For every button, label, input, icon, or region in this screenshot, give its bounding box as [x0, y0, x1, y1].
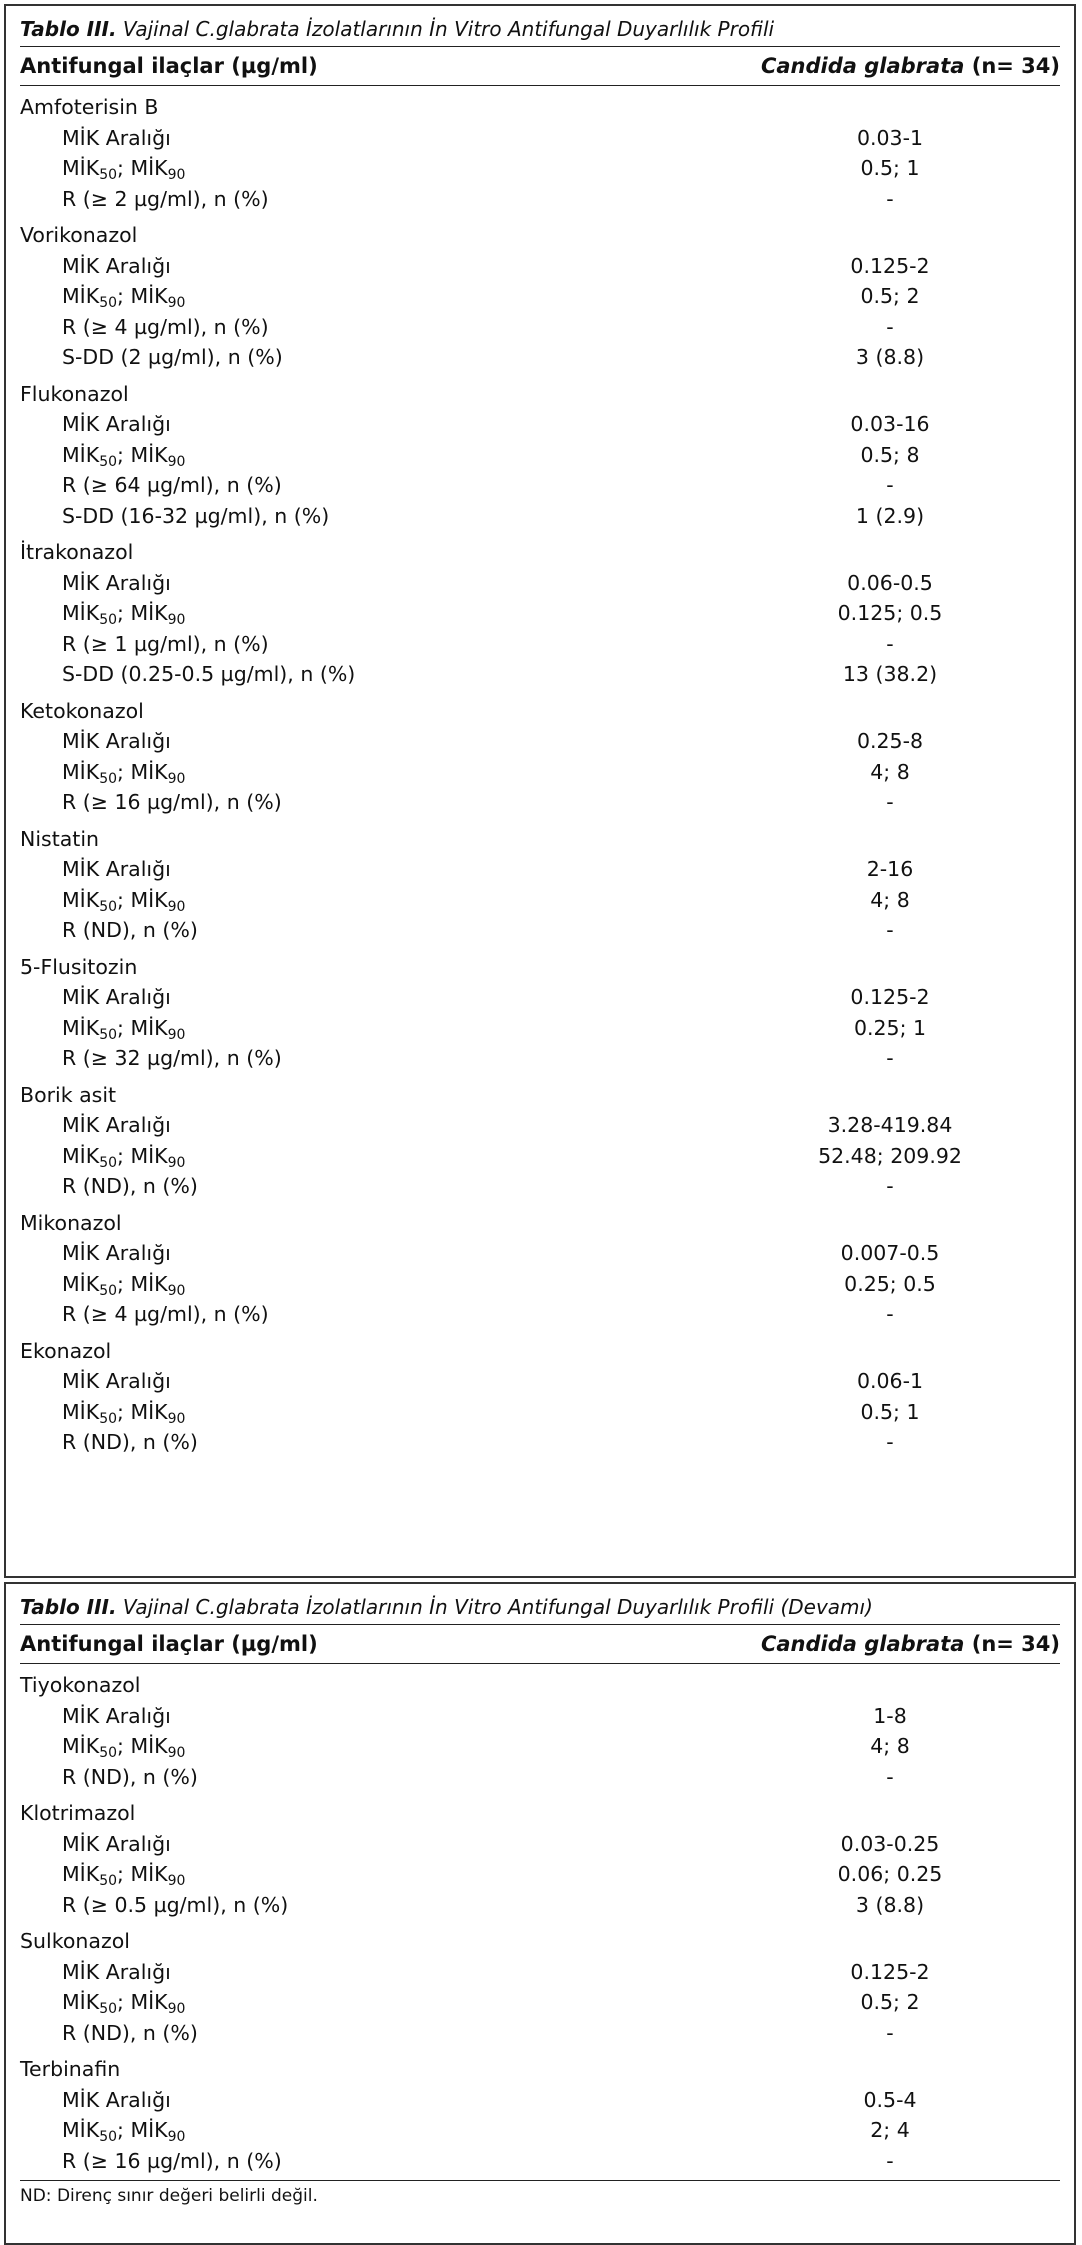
- table-row: [20, 854, 1060, 885]
- caption-text: Vajinal C.glabrata İzolatlarının İn Vitro Antifungal Duyarlılık Profili: [122, 17, 775, 41]
- drug-group: [20, 1208, 1060, 1330]
- drug-name-row: [20, 1798, 1060, 1829]
- row-label: S-DD (2 µg/ml), n (%): [62, 345, 283, 369]
- row-label: $MİK_{50}$; $MİK_{90}$: [62, 1143, 186, 1171]
- drug-name: Ekonazol: [20, 1338, 112, 1363]
- row-value: 4; 8: [870, 759, 910, 784]
- row-value: -: [886, 1174, 894, 1198]
- row-value: 2-16: [866, 857, 914, 881]
- row-value: 3.28-419.84: [827, 1113, 953, 1137]
- row-label: $MİK_{50}$; $MİK_{90}$: [62, 284, 186, 311]
- drug-name: Ketokonazol: [20, 698, 144, 723]
- row-label: $MİK_{50}$; $MİK_{90}$: [62, 1734, 186, 1761]
- table-row: [20, 1859, 1060, 1890]
- row-label: $MİK_{50}$; $MİK_{90}$: [62, 601, 186, 628]
- row-value: -: [886, 314, 894, 339]
- table-row: [20, 629, 1060, 660]
- row-value: 3 (8.8): [855, 1892, 925, 1917]
- row-label: R (ND), n (%): [62, 2020, 198, 2045]
- drug-group: [20, 1798, 1060, 1920]
- table-row: [20, 568, 1060, 599]
- row-label: R (≥ 32 µg/ml), n (%): [62, 1046, 282, 1070]
- table-row: [20, 757, 1060, 788]
- row-value: -: [886, 1430, 894, 1454]
- table-row: [20, 470, 1060, 501]
- row-label: $MİK_{50}$; $MİK_{90}$: [62, 887, 186, 915]
- drug-name-row: [20, 696, 1060, 727]
- row-value: 1 (2.9): [855, 503, 925, 528]
- table-row: [20, 982, 1060, 1013]
- table-caption: [20, 1590, 1060, 1624]
- header-drug-column: Antifungal ilaçlar (µg/ml): [20, 1632, 318, 1656]
- table-body: [20, 92, 1060, 1458]
- row-label: $MİK_{50}$; $MİK_{90}$: [62, 2118, 186, 2145]
- row-label: R (ND), n (%): [62, 1430, 198, 1454]
- row-label: R (ND), n (%): [62, 918, 198, 942]
- table-row: [20, 1762, 1060, 1793]
- row-label: MİK Aralığı: [62, 253, 171, 278]
- row-value: 13 (38.2): [842, 662, 938, 686]
- table-row: [20, 2115, 1060, 2146]
- drug-name: Borik asit: [20, 1082, 117, 1107]
- drug-group: [20, 2054, 1060, 2176]
- table-row: [20, 1269, 1060, 1300]
- table-row: [20, 1366, 1060, 1397]
- row-value: 0.5; 2: [860, 284, 920, 308]
- table-panel-1: [4, 4, 1076, 1578]
- row-label: $MİK_{50}$; $MİK_{90}$: [62, 1399, 186, 1427]
- drug-name: Nistatin: [20, 826, 100, 851]
- table-row: [20, 915, 1060, 946]
- row-label: R (ND), n (%): [62, 1174, 198, 1198]
- table-row: [20, 726, 1060, 757]
- row-label: MİK Aralığı: [62, 1113, 171, 1137]
- drug-name: Mikonazol: [20, 1210, 122, 1235]
- table-header: [20, 47, 1060, 85]
- table-row: [20, 440, 1060, 471]
- row-label: MİK Aralığı: [62, 1959, 171, 1984]
- table-panel-2: [4, 1582, 1076, 2245]
- table-header: [20, 1625, 1060, 1663]
- row-value: -: [886, 2020, 894, 2045]
- row-label: $MİK_{50}$; $MİK_{90}$: [62, 1015, 186, 1043]
- drug-group: [20, 220, 1060, 373]
- drug-name-row: [20, 379, 1060, 410]
- header-n: (n= 34): [971, 1632, 1060, 1656]
- drug-name: Flukonazol: [20, 381, 129, 406]
- rule-header: [20, 1663, 1060, 1664]
- row-label: S-DD (0.25-0.5 µg/ml), n (%): [62, 662, 356, 686]
- drug-group: [20, 92, 1060, 214]
- header-drug-column: Antifungal ilaçlar (µg/ml): [20, 54, 318, 78]
- table-row: [20, 1957, 1060, 1988]
- row-value: 2; 4: [870, 2118, 910, 2142]
- drug-name-row: [20, 92, 1060, 123]
- drug-group: [20, 1926, 1060, 2048]
- row-value: -: [886, 1302, 894, 1326]
- row-label: R (≥ 1 µg/ml), n (%): [62, 631, 269, 656]
- header-n: (n= 34): [971, 54, 1060, 78]
- table-row: [20, 1043, 1060, 1074]
- caption-text: Vajinal C.glabrata İzolatlarının İn Vitro Antifungal Duyarlılık Profili (Devamı): [122, 1595, 873, 1619]
- caption-label: Tablo III.: [20, 17, 117, 41]
- row-value: 0.25; 0.5: [844, 1271, 936, 1296]
- row-value: 0.125-2: [850, 253, 930, 278]
- row-label: R (≥ 4 µg/ml), n (%): [62, 314, 269, 339]
- row-label: R (≥ 0.5 µg/ml), n (%): [62, 1892, 289, 1917]
- table-row: [20, 153, 1060, 184]
- table-row: [20, 1890, 1060, 1921]
- row-value: 0.25; 1: [853, 1015, 927, 1040]
- row-label: MİK Aralığı: [62, 2087, 171, 2112]
- table-row: [20, 251, 1060, 282]
- row-value: -: [886, 918, 894, 942]
- caption-label: Tablo III.: [20, 1595, 117, 1619]
- table-row: [20, 342, 1060, 373]
- header-species: Candida glabrata: [760, 1632, 965, 1656]
- drug-name: Terbinafin: [20, 2057, 121, 2081]
- drug-name-row: [20, 1926, 1060, 1957]
- table-content: [20, 6, 1060, 1458]
- table-row: [20, 501, 1060, 532]
- row-label: MİK Aralığı: [62, 125, 171, 150]
- drug-name-row: [20, 1670, 1060, 1701]
- drug-group: [20, 379, 1060, 532]
- row-value: 0.5; 8: [860, 442, 920, 467]
- drug-name: İtrakonazol: [20, 540, 134, 564]
- row-value: 0.5; 1: [860, 156, 920, 180]
- table-row: [20, 1110, 1060, 1141]
- row-value: 0.007-0.5: [840, 1241, 940, 1265]
- table-content: [20, 1584, 1060, 2211]
- table-caption: [20, 12, 1060, 46]
- table-body: [20, 1670, 1060, 2176]
- row-label: $MİK_{50}$; $MİK_{90}$: [62, 1862, 186, 1889]
- row-label: MİK Aralığı: [62, 1703, 171, 1728]
- row-value: 4; 8: [870, 887, 910, 912]
- row-value: 0.5-4: [863, 2087, 917, 2112]
- drug-name: Sulkonazol: [20, 1929, 130, 1953]
- drug-name-row: [20, 1336, 1060, 1367]
- row-label: R (≥ 16 µg/ml), n (%): [62, 790, 282, 814]
- drug-group: [20, 952, 1060, 1074]
- drug-name: 5-Flusitozin: [20, 954, 138, 979]
- row-value: 0.06; 0.25: [837, 1862, 943, 1886]
- table-row: [20, 598, 1060, 629]
- row-value: 1-8: [873, 1703, 907, 1728]
- drug-name-row: [20, 2054, 1060, 2085]
- row-value: -: [886, 790, 894, 814]
- table-row: [20, 1987, 1060, 2018]
- row-label: $MİK_{50}$; $MİK_{90}$: [62, 1271, 186, 1299]
- row-label: R (ND), n (%): [62, 1764, 198, 1789]
- drug-name-row: [20, 537, 1060, 568]
- header-species-column: [760, 47, 1060, 85]
- row-label: $MİK_{50}$; $MİK_{90}$: [62, 442, 186, 470]
- row-value: -: [886, 631, 894, 656]
- table-row: [20, 312, 1060, 343]
- row-value: -: [886, 186, 894, 211]
- row-label: $MİK_{50}$; $MİK_{90}$: [62, 156, 186, 183]
- row-label: R (≥ 2 µg/ml), n (%): [62, 186, 269, 211]
- row-value: -: [886, 473, 894, 497]
- table-row: [20, 885, 1060, 916]
- row-label: MİK Aralığı: [62, 1241, 171, 1265]
- row-value: 0.125-2: [850, 985, 930, 1009]
- row-value: 0.25-8: [856, 729, 924, 753]
- row-label: MİK Aralığı: [62, 570, 171, 595]
- table-row: [20, 659, 1060, 690]
- row-value: 4; 8: [870, 1734, 910, 1758]
- row-value: -: [886, 1764, 894, 1789]
- row-value: 0.06-1: [856, 1369, 924, 1393]
- row-label: $MİK_{50}$; $MİK_{90}$: [62, 1990, 186, 2017]
- table-row: [20, 409, 1060, 440]
- table-footnote: ND: Direnç sınır değeri belirli değil.: [20, 2186, 318, 2206]
- row-value: 0.125; 0.5: [837, 601, 943, 625]
- drug-name-row: [20, 220, 1060, 251]
- row-label: R (≥ 64 µg/ml), n (%): [62, 473, 282, 497]
- row-value: -: [886, 1046, 894, 1070]
- row-value: -: [886, 2148, 894, 2173]
- row-value: 0.5; 2: [860, 1990, 920, 2014]
- row-label: $MİK_{50}$; $MİK_{90}$: [62, 759, 186, 787]
- table-row: [20, 1397, 1060, 1428]
- table-row: [20, 787, 1060, 818]
- row-label: MİK Aralığı: [62, 729, 171, 753]
- row-value: 52.48; 209.92: [818, 1143, 962, 1168]
- table-row: [20, 2146, 1060, 2177]
- header-species-column: [760, 1625, 1060, 1663]
- table-row: [20, 1731, 1060, 1762]
- table-row: [20, 2018, 1060, 2049]
- drug-name: Tiyokonazol: [20, 1673, 141, 1697]
- row-value: 0.06-0.5: [847, 570, 933, 595]
- row-label: MİK Aralığı: [62, 857, 171, 881]
- drug-name-row: [20, 1080, 1060, 1111]
- row-label: S-DD (16-32 µg/ml), n (%): [62, 503, 330, 528]
- drug-group: [20, 537, 1060, 690]
- row-label: MİK Aralığı: [62, 412, 171, 436]
- table-row: [20, 123, 1060, 154]
- table-row: [20, 1238, 1060, 1269]
- row-value: 3 (8.8): [855, 345, 925, 369]
- header-species: Candida glabrata: [760, 54, 965, 78]
- table-row: [20, 184, 1060, 215]
- row-label: MİK Aralığı: [62, 1369, 171, 1393]
- drug-name-row: [20, 952, 1060, 983]
- drug-group: [20, 824, 1060, 946]
- table-row: [20, 1299, 1060, 1330]
- table-row: [20, 1427, 1060, 1458]
- drug-name: Vorikonazol: [20, 223, 138, 247]
- drug-group: [20, 1670, 1060, 1792]
- table-row: [20, 1701, 1060, 1732]
- row-value: 0.03-1: [856, 125, 924, 150]
- drug-group: [20, 1336, 1060, 1458]
- row-value: 0.03-16: [850, 412, 930, 436]
- drug-name: Amfoterisin B: [20, 95, 159, 119]
- table-row: [20, 281, 1060, 312]
- row-label: R (≥ 4 µg/ml), n (%): [62, 1302, 269, 1326]
- rule-header: [20, 85, 1060, 86]
- row-label: R (≥ 16 µg/ml), n (%): [62, 2148, 282, 2173]
- row-label: MİK Aralığı: [62, 1831, 171, 1856]
- row-value: 0.5; 1: [860, 1399, 920, 1424]
- row-value: 0.125-2: [850, 1959, 930, 1984]
- drug-name-row: [20, 1208, 1060, 1239]
- drug-group: [20, 696, 1060, 818]
- table-row: [20, 1171, 1060, 1202]
- table-row: [20, 1013, 1060, 1044]
- table-row: [20, 2085, 1060, 2116]
- drug-name: Klotrimazol: [20, 1801, 136, 1825]
- table-row: [20, 1141, 1060, 1172]
- drug-group: [20, 1080, 1060, 1202]
- table-row: [20, 1829, 1060, 1860]
- row-value: 0.03-0.25: [840, 1831, 940, 1856]
- drug-name-row: [20, 824, 1060, 855]
- row-label: MİK Aralığı: [62, 985, 171, 1009]
